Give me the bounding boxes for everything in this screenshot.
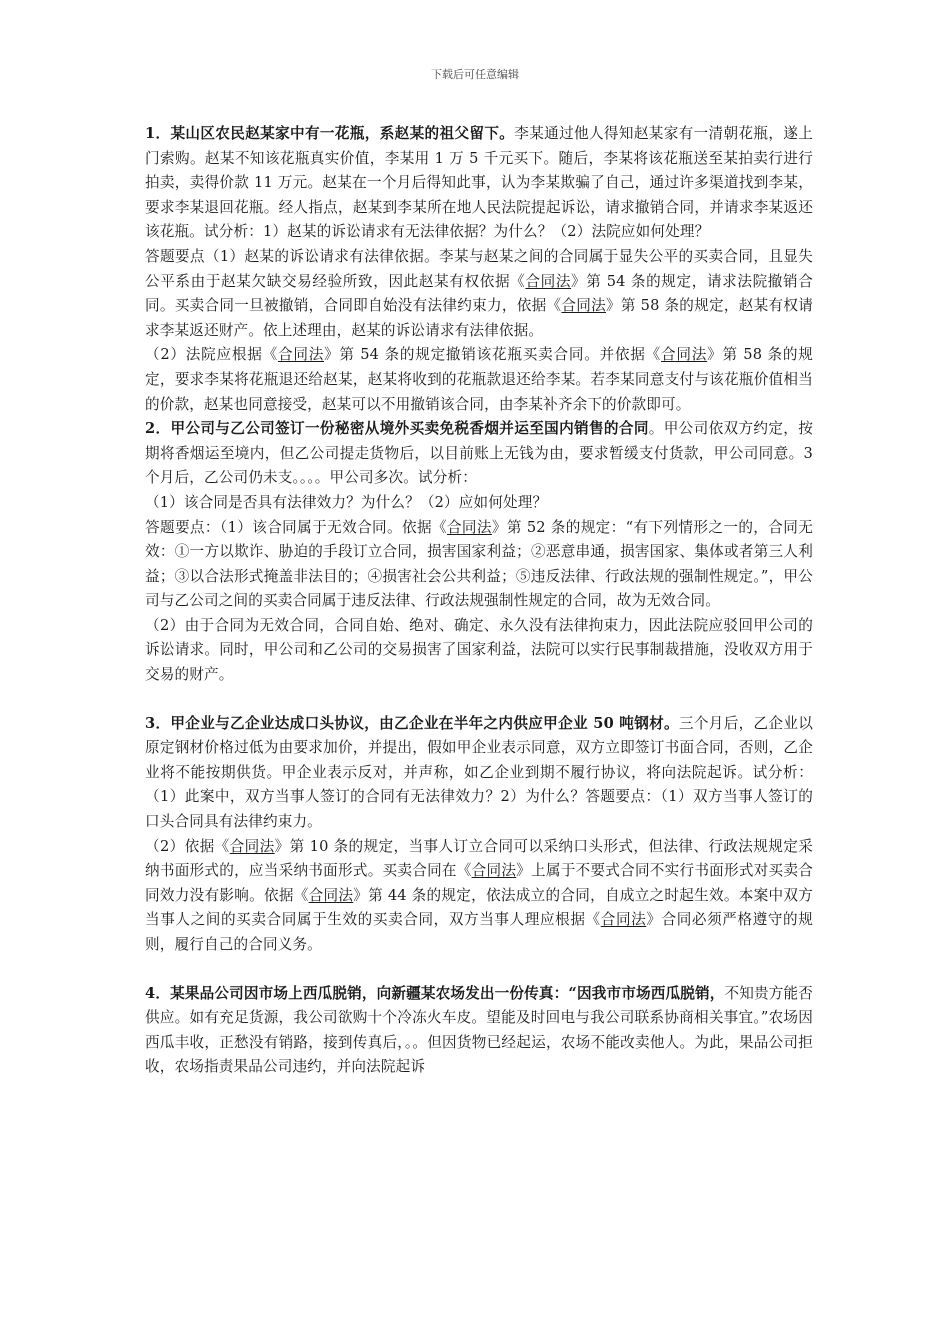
page-header: 下载后可任意编辑 [431, 68, 519, 81]
law-reference: 合同法 [277, 346, 325, 364]
answer-paragraph [145, 614, 813, 688]
question-paragraph [145, 122, 813, 245]
body-text: 》第 44 条的规定，依法成立的合同，自成立之时起生效。本案中双方当事人之间的买卖合同属于生效的买卖合同，双方当事人理应根据《 [145, 886, 814, 929]
question-paragraph [145, 982, 813, 1080]
paragraph-gap [145, 958, 813, 982]
body-text: （2）由于合同为无效合同，合同自始、绝对、确定、永久没有法律拘束力，因此法院应驳回甲公司的诉讼请求。同时，甲公司和乙公司的交易损害了国家利益，法院可以实行民事制裁措施，没收双方用于交易的财产。 [145, 616, 813, 684]
body-text: 答题要点：（1）该合同属于无效合同。依据《 [145, 518, 447, 536]
law-reference: 合同法 [600, 911, 647, 929]
answer-paragraph [145, 516, 813, 614]
body-text: 》第 10 条的规定，当事人订立合同可以采纳口头形式，但法律、行政法规规定采纳书面形式的，应当采纳书面形式。买卖合同在《 [145, 837, 814, 880]
question-paragraph [145, 417, 813, 491]
body-text: 答题要点（1）赵某的诉讼请求有法律依据。李某与赵某之间的合同属于显失公平的买卖合同，且显失公平系由于赵某欠缺交易经验所致，因此赵某有权依据《 [145, 247, 813, 290]
paragraph-gap [145, 688, 813, 712]
bold-heading-text: 2．甲公司与乙公司签订一份秘密从境外买卖免税香烟并运至国内销售的合同 [145, 420, 649, 438]
body-text: 》第 58 条的规定，要求李某将花瓶退还给赵某，赵某将收到的花瓶款退还给李某。若李某同意支付与该花瓶价值相当的价款，赵某也同意接受，赵某可以不用撤销该合同，由李某补齐余下的价款即可。 [145, 346, 814, 413]
document-body [145, 122, 813, 1080]
body-text: 》第 52 条的规定：“有下列情形之一的，合同无效：①一方以欺诈、胁迫的手段订立合同，损害国家利益；②恶意串通，损害国家、集体或者第三人利益；③以合法形式掩盖非法目的；④损害社会公共利益；⑤违反法律、行政法规的强制性规定。”，甲公司与乙公司之间的买卖合同属于违反法律、行政法规强制性规定的合同，故为无效合同。 [145, 518, 813, 610]
law-reference: 合同法 [308, 886, 354, 904]
law-reference: 合同法 [561, 297, 606, 315]
question-paragraph [145, 712, 813, 835]
body-text: 李某通过他人得知赵某家有一清朝花瓶，遂上门索购。赵某不知该花瓶真实价值，李某用 1 万 5 千元买下。随后，李某将该花瓶送至某拍卖行进行拍卖，卖得价款 11 万元。赵某在一个月后得知此事，认为李某欺骗了自己，通过许多渠道找到李某，要求李某退回花瓶。经人指点，赵某到李某所在地人民法院提起诉讼，请求撤销合同，并请求李某返还该花瓶。试分析：1）赵某的诉讼请求有无法律依据？为什么？（2）法院应如何处理？ [145, 125, 813, 241]
law-reference: 合同法 [446, 518, 492, 536]
answer-paragraph [145, 835, 813, 958]
law-reference: 合同法 [229, 837, 275, 855]
body-text: （2）依据《 [145, 837, 230, 855]
law-reference: 合同法 [661, 346, 708, 364]
body-text: 》第 54 条的规定撤销该花瓶买卖合同。并依据《 [324, 346, 662, 364]
bold-heading-text: 1．某山区农民赵某家中有一花瓶，系赵某的祖父留下。 [145, 125, 515, 142]
body-text: 》第 58 条的规定，赵某有权请求李某返还财产。依上述理由，赵某的诉讼请求有法律依据。 [145, 297, 814, 339]
body-text: 。甲公司依双方约定，按期将香烟运至境内，但乙公司提走货物后，以目前账上无钱为由，要求暂缓支付货款，甲公司同意。3 个月后，乙公司仍未支。。。。甲公司多次。试分析： [145, 420, 813, 487]
body-text: 》第 54 条的规定，请求法院撤销合同。买卖合同一旦被撤销，合同即自始没有法律约束力，依据《 [145, 272, 813, 315]
bold-heading-text: 3．甲企业与乙企业达成口头协议，由乙企业在半年之内供应甲企业 50 吨钢材。 [145, 714, 679, 732]
body-text: 不知贵方能否供应。如有充足货源，我公司欲购十个冷冻火车皮。望能及时回电与我公司联系协商相关事宜。”农场因西瓜丰收，正愁没有销路，接到传真后，。。但因货物已经起运，农场不能改卖他人。为此，果品公司拒收，农场指责果品公司违约，并向法院起诉 [145, 984, 813, 1076]
body-text: 三个月后，乙企业以原定钢材价格过低为由要求加价，并提出，假如甲企业表示同意，双方立即签订书面合同，否则，乙企业将不能按期供货。甲企业表示反对，并声称，如乙企业到期不履行协议，将向法院起诉。试分析：（1）此案中，双方当事人签订的合同有无法律效力？2）为什么？答题要点：（1）双方当事人签订的口头合同具有法律约束力。 [145, 714, 814, 831]
bold-heading-text: 4．某果品公司因市场上西瓜脱销，向新疆某农场发出一份传真：“因我市市场西瓜脱销， [145, 984, 725, 1002]
law-reference: 合同法 [471, 862, 517, 880]
answer-paragraph [145, 245, 813, 343]
body-text: （2）法院应根据《 [145, 346, 278, 364]
law-reference: 合同法 [525, 272, 572, 290]
answer-paragraph [145, 491, 813, 516]
body-text: 》合同必须严格遵守的规则，履行自己的合同义务。 [145, 911, 813, 953]
body-text: （1）该合同是否具有法律效力？为什么？（2）应如何处理？ [145, 493, 548, 511]
body-text: 》上属于不要式合同不实行书面形式对买卖合同效力没有影响。依据《 [145, 862, 813, 904]
answer-paragraph [145, 343, 813, 417]
